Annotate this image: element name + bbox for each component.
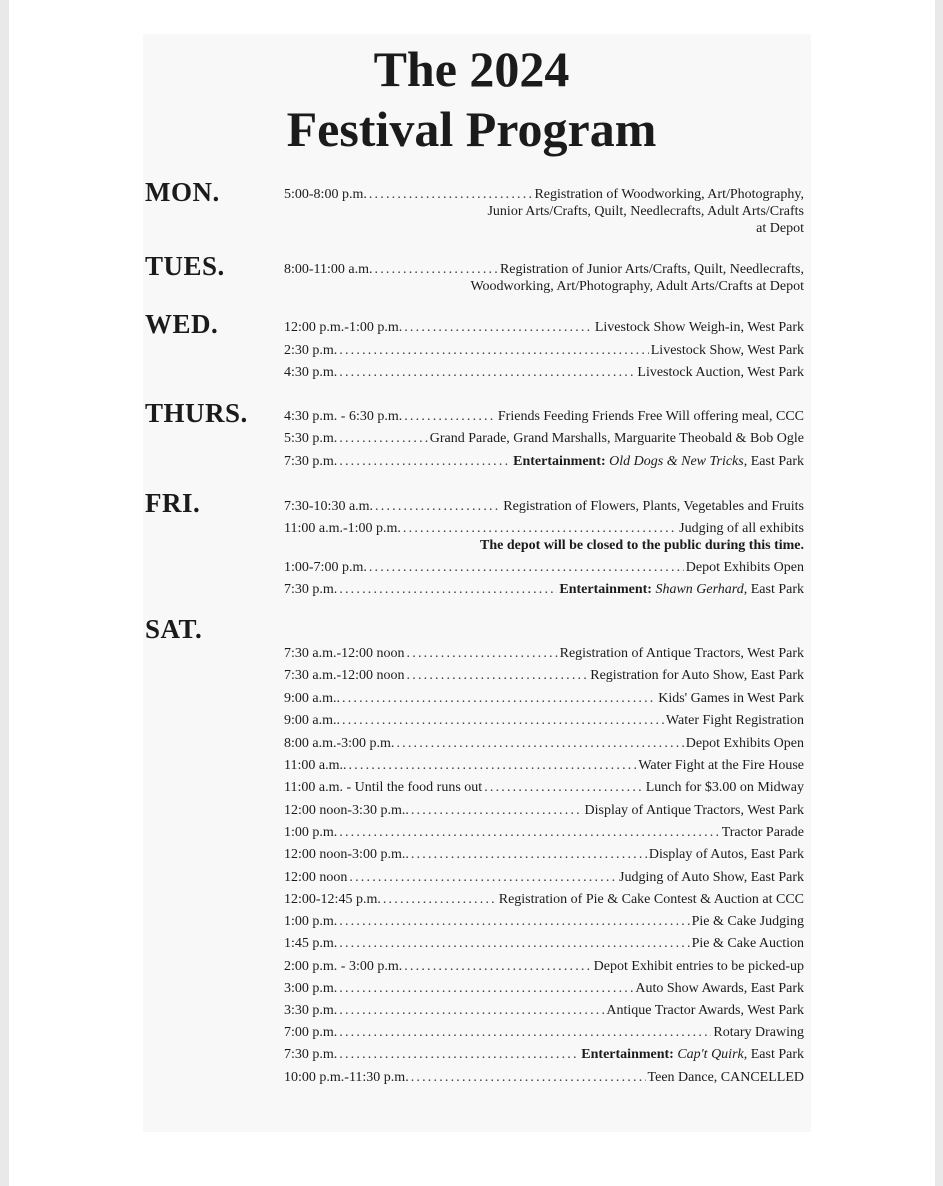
leader-dots <box>349 868 617 888</box>
event: Registration for Auto Show, East Park <box>590 668 804 683</box>
time: 1:00 p.m. <box>284 825 338 840</box>
event: Judging of all exhibits <box>679 521 804 536</box>
time: 7:30 p.m. <box>284 582 338 597</box>
leader-dots <box>407 644 558 664</box>
time: 5:00-8:00 p.m. <box>284 187 367 202</box>
leader-dots <box>404 407 496 427</box>
schedule-row <box>284 1045 804 1065</box>
event <box>581 1045 804 1065</box>
leader-dots <box>342 689 656 709</box>
time: 1:45 p.m. <box>284 936 338 951</box>
leader-dots <box>411 845 647 865</box>
right-border <box>935 0 943 1186</box>
act-name: Old Dogs & New Tricks <box>609 454 744 469</box>
venue: , East Park <box>743 454 804 469</box>
event: Depot Exhibits Open <box>685 736 804 751</box>
leader-dots <box>339 912 689 932</box>
event: Kids' Games in West Park <box>658 691 804 706</box>
event: Grand Parade, Grand Marshalls, Marguarite Theobald & Bob Ogle <box>429 431 804 446</box>
event: Auto Show Awards, East Park <box>635 981 804 996</box>
act-name: Shawn Gerhard <box>655 582 744 597</box>
schedule-row <box>284 801 804 821</box>
time: 12:00 noon-3:30 p.m.. <box>284 803 409 818</box>
time: 12:00 noon <box>284 870 348 885</box>
day-sat: SAT. <box>145 614 203 644</box>
schedule-row <box>284 756 804 776</box>
time: 10:00 p.m.-11:30 p.m. <box>284 1070 409 1085</box>
leader-dots <box>339 979 633 999</box>
time: 2:30 p.m. <box>284 343 338 358</box>
leader-dots <box>339 823 719 843</box>
time: 4:30 p.m. - 6:30 p.m. <box>284 409 403 424</box>
schedule-row <box>284 778 804 798</box>
schedule-row <box>284 341 804 361</box>
left-border <box>0 0 9 1186</box>
event: Friends Feeding Friends Free Will offering meal, CCC <box>497 409 804 424</box>
leader-dots <box>348 756 636 776</box>
event: Display of Antique Tractors, West Park <box>584 803 804 818</box>
schedule-row <box>284 957 804 977</box>
schedule-row <box>284 1001 804 1021</box>
event: Livestock Show, West Park <box>650 343 804 358</box>
event: Rotary Drawing <box>713 1025 804 1040</box>
time: 4:30 p.m. <box>284 365 338 380</box>
event: Registration of Woodworking, Art/Photography, <box>534 187 804 202</box>
event-continuation: Woodworking, Art/Photography, Adult Arts/Crafts at Depot <box>470 279 804 294</box>
event: Antique Tractor Awards, West Park <box>606 1003 804 1018</box>
time: 12:00 noon-3:00 p.m.. <box>284 847 409 862</box>
event-continuation: at Depot <box>756 221 804 236</box>
event: Water Fight at the Fire House <box>638 758 804 773</box>
leader-dots <box>339 341 648 361</box>
time: 7:30 p.m. <box>284 1047 338 1062</box>
entertainment-label: Entertainment: <box>559 582 652 597</box>
schedule-row <box>284 497 804 517</box>
venue: , East Park <box>743 582 804 597</box>
time: 1:00 p.m. <box>284 914 338 929</box>
day-wed: WED. <box>145 309 219 339</box>
leader-dots <box>404 318 593 338</box>
title-main: Festival Program <box>286 101 657 157</box>
event: Display of Autos, East Park <box>648 847 804 862</box>
event: Judging of Auto Show, East Park <box>619 870 804 885</box>
leader-dots <box>339 363 635 383</box>
time: 3:30 p.m. <box>284 1003 338 1018</box>
time: 9:00 a.m.. <box>284 713 340 728</box>
schedule-row <box>284 429 804 449</box>
event: Lunch for $3.00 on Midway <box>645 780 804 795</box>
schedule-row <box>284 711 804 731</box>
event-continuation: Junior Arts/Crafts, Quilt, Needlecrafts, Adult Arts/Crafts <box>487 204 804 219</box>
time: 7:00 p.m. <box>284 1025 338 1040</box>
event: Pie & Cake Judging <box>691 914 804 929</box>
time: 12:00-12:45 p.m. <box>284 892 381 907</box>
event: Teen Dance, CANCELLED <box>647 1070 804 1085</box>
time: 3:00 p.m. <box>284 981 338 996</box>
leader-dots <box>342 711 664 731</box>
entertainment-label: Entertainment: <box>513 454 606 469</box>
time: 7:30 a.m.-12:00 noon <box>284 668 405 683</box>
event: Registration of Junior Arts/Crafts, Quilt, Needlecrafts, <box>499 262 804 277</box>
day-tues: TUES. <box>145 251 225 281</box>
leader-dots <box>339 580 557 600</box>
schedule-row <box>284 452 804 472</box>
time: 7:30 a.m.-12:00 noon <box>284 646 405 661</box>
time: 8:00 a.m.-3:00 p.m. <box>284 736 395 751</box>
leader-dots <box>404 957 591 977</box>
leader-dots <box>407 666 589 686</box>
time: 1:00-7:00 p.m. <box>284 560 367 575</box>
title-year: The 2024 <box>373 41 570 97</box>
time: 9:00 a.m.. <box>284 691 340 706</box>
event: Livestock Auction, West Park <box>637 365 804 380</box>
leader-dots <box>396 734 683 754</box>
schedule-row <box>284 823 804 843</box>
day-thurs: THURS. <box>145 398 248 428</box>
event: Registration of Pie & Cake Contest & Auction at CCC <box>498 892 804 907</box>
event: Depot Exhibits Open <box>685 560 804 575</box>
time: 11:00 a.m.. <box>284 758 347 773</box>
schedule-row <box>284 934 804 954</box>
leader-dots <box>339 452 511 472</box>
time: 7:30-10:30 a.m. <box>284 499 374 514</box>
schedule-row <box>284 318 804 338</box>
time: 12:00 p.m.-1:00 p.m. <box>284 320 403 335</box>
leader-dots <box>339 1023 711 1043</box>
event: Depot Exhibit entries to be picked-up <box>593 959 804 974</box>
event: Pie & Cake Auction <box>691 936 804 951</box>
event: Livestock Show Weigh-in, West Park <box>594 320 804 335</box>
schedule-row <box>284 363 804 383</box>
time: 2:00 p.m. - 3:00 p.m. <box>284 959 403 974</box>
time: 11:00 a.m. - Until the food runs out <box>284 780 483 795</box>
schedule-row <box>284 407 804 427</box>
schedule-row <box>284 1023 804 1043</box>
day-mon: MON. <box>145 177 220 207</box>
schedule-row <box>284 1068 804 1088</box>
schedule-row <box>284 580 804 600</box>
schedule-row <box>284 912 804 932</box>
event: Tractor Parade <box>721 825 804 840</box>
act-name: Cap't Quirk <box>677 1047 744 1062</box>
leader-dots <box>383 890 497 910</box>
schedule-row <box>284 845 804 865</box>
leader-dots <box>484 778 644 798</box>
event: Registration of Flowers, Plants, Vegetables and Fruits <box>503 499 804 514</box>
leader-dots <box>339 934 689 954</box>
schedule-row <box>284 890 804 910</box>
leader-dots <box>411 801 583 821</box>
schedule-row <box>284 868 804 888</box>
time: 7:30 p.m. <box>284 454 338 469</box>
event <box>513 452 804 472</box>
schedule-row <box>284 734 804 754</box>
schedule-row <box>284 558 804 578</box>
event: Registration of Antique Tractors, West Park <box>559 646 804 661</box>
leader-dots <box>369 558 684 578</box>
schedule-row <box>284 979 804 999</box>
time: 5:30 p.m. <box>284 431 338 446</box>
schedule-row <box>284 644 804 664</box>
time: 8:00-11:00 a.m. <box>284 262 373 277</box>
leader-dots <box>339 1001 604 1021</box>
day-fri: FRI. <box>145 488 201 518</box>
venue: , East Park <box>743 1047 804 1062</box>
leader-dots <box>411 1068 646 1088</box>
event <box>559 580 804 600</box>
schedule-row <box>284 666 804 686</box>
depot-closed-note: The depot will be closed to the public during this time. <box>480 538 804 553</box>
leader-dots <box>339 1045 579 1065</box>
time: 11:00 a.m.-1:00 p.m. <box>284 521 401 536</box>
entertainment-label: Entertainment: <box>581 1047 674 1062</box>
schedule-row <box>284 689 804 709</box>
leader-dots <box>375 497 501 517</box>
event: Water Fight Registration <box>665 713 804 728</box>
leader-dots <box>339 429 427 449</box>
